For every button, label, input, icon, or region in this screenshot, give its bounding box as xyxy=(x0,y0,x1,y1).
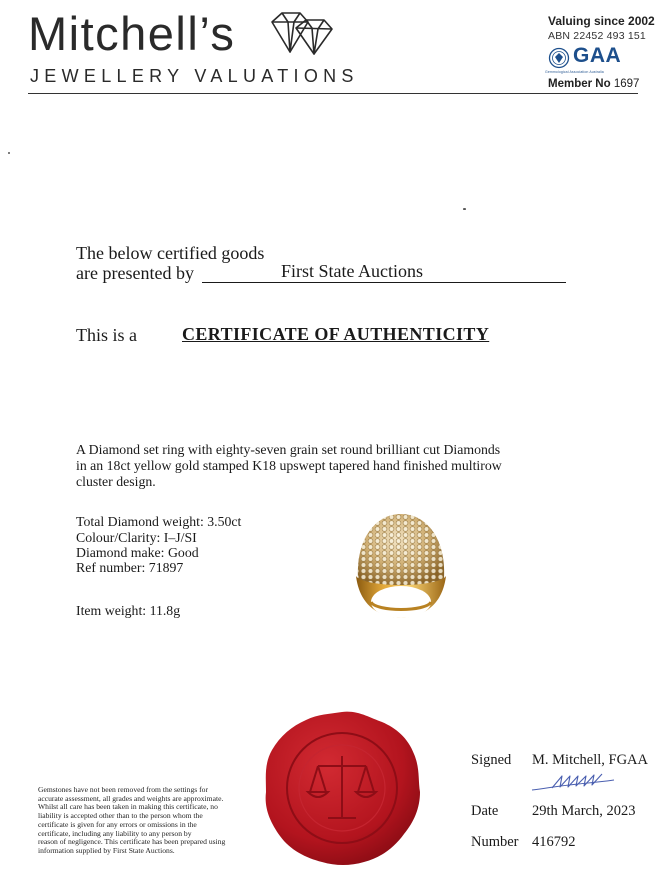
total-diamond-weight: Total Diamond weight: 3.50ct xyxy=(76,514,242,529)
handwritten-signature xyxy=(528,770,618,796)
signed-value: M. Mitchell, FGAA xyxy=(532,752,648,768)
presented-line-2: are presented by xyxy=(76,263,194,283)
date-value: 29th March, 2023 xyxy=(532,803,636,819)
gaa-caption: Gemmological Association Australia xyxy=(545,70,604,74)
date-label: Date xyxy=(471,803,499,819)
disclaimer-line: reason of negligence. This certificate has been prepared using xyxy=(38,837,226,847)
disclaimer-line: Gemstones have not been removed from the settings for xyxy=(38,785,208,794)
disclaimer xyxy=(38,786,243,856)
presented-line-1: The below certified goods xyxy=(76,243,265,263)
brand-subtitle: JEWELLERY VALUATIONS xyxy=(30,66,359,86)
member-label: Member No xyxy=(548,78,611,90)
signed-label: Signed xyxy=(471,752,512,768)
speck xyxy=(8,152,10,154)
certificate-title: CERTIFICATE OF AUTHENTICITY xyxy=(182,324,490,344)
member-value: 1697 xyxy=(613,78,640,90)
diamond-icon xyxy=(266,8,334,56)
brand-name: Mitchell’s xyxy=(28,7,236,60)
disclaimer-line: accurate assessment, all grades and weights are approximate. xyxy=(38,793,224,803)
diamond-make: Diamond make: Good xyxy=(76,545,199,560)
abn-number: ABN 22452 493 151 xyxy=(548,30,646,42)
disclaimer-line: Whilst all care has been taken in making this certificate, no xyxy=(38,802,218,812)
disclaimer-line: information supplied by First State Auctions. xyxy=(38,845,175,855)
speck xyxy=(463,208,466,210)
member-number xyxy=(548,78,639,90)
description-line-2: in an 18ct yellow gold stamped K18 upswept tapered hand finished multirow xyxy=(76,458,502,473)
description-line-1: A Diamond set ring with eighty-seven grain set round brilliant cut Diamonds xyxy=(76,442,501,457)
disclaimer-line: certificate is given for any errors or omissions in the xyxy=(38,819,197,829)
number-label: Number xyxy=(471,834,519,850)
description-line-3: cluster design. xyxy=(76,474,156,489)
presenter-underline xyxy=(202,282,566,283)
disclaimer-line: certificate, including any liability to any person by xyxy=(38,828,192,838)
header-divider xyxy=(28,93,638,94)
presenter-name: First State Auctions xyxy=(280,261,423,281)
gaa-globe-icon xyxy=(548,47,570,69)
gaa-logo-text: GAA xyxy=(573,44,622,67)
valuing-since: Valuing since 2002 xyxy=(548,14,655,28)
certificate-number: 416792 xyxy=(532,834,576,850)
this-is-label: This is a xyxy=(76,325,137,345)
disclaimer-line: liability is accepted other than to the person whom the xyxy=(38,811,203,821)
wax-seal xyxy=(262,708,422,868)
ring-photo xyxy=(346,508,456,620)
item-weight: Item weight: 11.8g xyxy=(76,603,181,618)
ref-number: Ref number: 71897 xyxy=(76,560,184,575)
colour-clarity: Colour/Clarity: I–J/SI xyxy=(76,530,197,545)
